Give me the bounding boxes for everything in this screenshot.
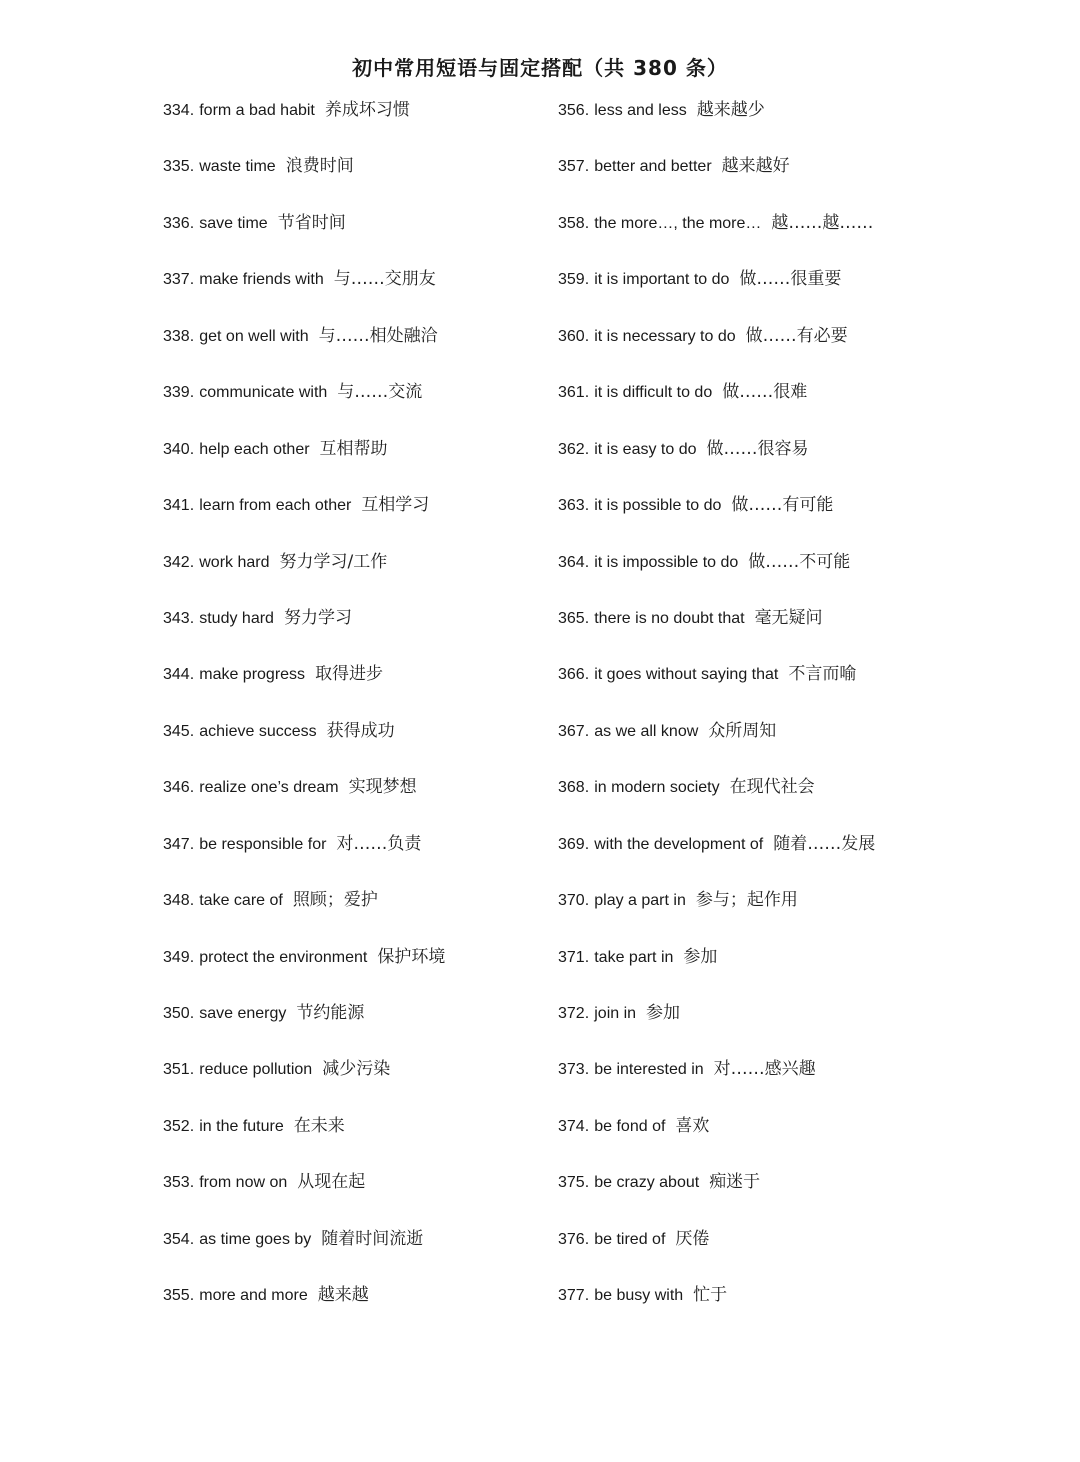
chinese-meaning: 取得进步	[315, 664, 384, 685]
phrase-entry	[163, 660, 553, 716]
entry-number: 340.	[163, 440, 195, 458]
chinese-meaning: 参与；起作用	[695, 890, 798, 911]
entry-number: 337.	[163, 271, 195, 289]
english-phrase: from now on	[199, 1174, 288, 1192]
phrase-entry	[163, 943, 553, 999]
chinese-meaning: 众所周知	[708, 720, 777, 741]
entry-number: 366.	[558, 666, 590, 684]
english-phrase: it is necessary to do	[594, 327, 736, 345]
entry-number: 344.	[163, 666, 195, 684]
chinese-meaning: 做……有必要	[745, 325, 848, 346]
entry-number: 363.	[558, 497, 590, 515]
chinese-meaning: 做……很难	[722, 382, 808, 403]
phrase-entry	[558, 96, 958, 152]
chinese-meaning: 参加	[646, 1003, 681, 1023]
phrase-entry	[558, 435, 958, 491]
english-phrase: be responsible for	[199, 835, 327, 853]
page-title: 初中常用短语与固定搭配（共 380 条）	[352, 56, 728, 81]
english-phrase: be busy with	[594, 1287, 684, 1305]
chinese-meaning: 节省时间	[277, 212, 346, 233]
phrase-entry	[558, 1281, 958, 1337]
phrase-list-right	[558, 96, 958, 1338]
entry-number: 369.	[558, 835, 590, 853]
chinese-meaning: 毫无疑问	[754, 607, 823, 628]
phrase-entry	[163, 435, 553, 491]
phrase-entry	[163, 322, 553, 378]
entry-number: 362.	[558, 440, 590, 458]
entry-number: 335.	[163, 158, 195, 176]
english-phrase: as we all know	[594, 722, 699, 740]
entry-number: 361.	[558, 384, 590, 402]
chinese-meaning: 保护环境	[377, 946, 446, 967]
english-phrase: study hard	[199, 609, 274, 627]
phrase-entry	[558, 209, 958, 265]
english-phrase: as time goes by	[199, 1230, 312, 1248]
phrase-entry	[558, 886, 958, 942]
english-phrase: the more…, the more…	[594, 214, 762, 232]
phrase-entry	[163, 96, 553, 152]
chinese-meaning: 在未来	[293, 1115, 345, 1136]
chinese-meaning: 越……越……	[771, 212, 874, 233]
entry-number: 368.	[558, 779, 590, 797]
phrase-entry	[558, 773, 958, 829]
phrase-entry	[558, 660, 958, 716]
entry-number: 343.	[163, 609, 195, 627]
english-phrase: it is easy to do	[594, 440, 697, 458]
entry-number: 354.	[163, 1230, 195, 1248]
chinese-meaning: 在现代社会	[729, 777, 815, 798]
english-phrase: get on well with	[199, 327, 309, 345]
chinese-meaning: 随着……发展	[773, 833, 876, 854]
entry-number: 347.	[163, 835, 195, 853]
entry-number: 353.	[163, 1174, 195, 1192]
chinese-meaning: 节约能源	[296, 1003, 365, 1023]
chinese-meaning: 随着时间流逝	[321, 1228, 424, 1249]
entry-number: 370.	[558, 892, 590, 910]
phrase-entry	[558, 152, 958, 208]
chinese-meaning: 努力学习	[283, 607, 352, 628]
chinese-meaning: 喜欢	[675, 1115, 710, 1136]
phrase-entry	[163, 717, 553, 773]
english-phrase: save time	[199, 214, 268, 232]
english-phrase: learn from each other	[199, 497, 352, 515]
english-phrase: it is possible to do	[594, 497, 722, 515]
english-phrase: it is impossible to do	[594, 553, 739, 571]
english-phrase: reduce pollution	[199, 1061, 313, 1079]
chinese-meaning: 做……很容易	[706, 438, 809, 459]
phrase-entry	[558, 717, 958, 773]
phrase-entry	[558, 1225, 958, 1281]
phrase-entry	[163, 830, 553, 886]
entry-number: 342.	[163, 553, 195, 571]
chinese-meaning: 越来越好	[721, 156, 790, 177]
phrase-entry	[558, 1055, 958, 1111]
entry-number: 359.	[558, 271, 590, 289]
english-phrase: take care of	[199, 892, 283, 910]
entry-number: 376.	[558, 1230, 590, 1248]
chinese-meaning: 实现梦想	[348, 777, 417, 798]
entry-number: 349.	[163, 948, 195, 966]
phrase-entry	[558, 548, 958, 604]
chinese-meaning: 忙于	[693, 1285, 728, 1306]
chinese-meaning: 对……感兴趣	[713, 1059, 816, 1080]
phrase-entry	[163, 1281, 553, 1337]
phrase-entry	[163, 886, 553, 942]
phrase-entry	[163, 1168, 553, 1224]
english-phrase: in modern society	[594, 779, 720, 797]
english-phrase: protect the environment	[199, 948, 368, 966]
entry-number: 336.	[163, 214, 195, 232]
entry-number: 339.	[163, 384, 195, 402]
english-phrase: better and better	[594, 158, 712, 176]
english-phrase: there is no doubt that	[594, 609, 745, 627]
english-phrase: be interested in	[594, 1061, 704, 1079]
english-phrase: communicate with	[199, 384, 328, 402]
chinese-meaning: 减少污染	[322, 1059, 391, 1080]
chinese-meaning: 从现在起	[297, 1172, 366, 1193]
chinese-meaning: 养成坏习惯	[324, 100, 410, 120]
english-phrase: be tired of	[594, 1230, 666, 1248]
entry-number: 338.	[163, 327, 195, 345]
entry-number: 364.	[558, 553, 590, 571]
entry-number: 373.	[558, 1061, 590, 1079]
english-phrase: be fond of	[594, 1117, 666, 1135]
chinese-meaning: 互相学习	[361, 495, 430, 516]
english-phrase: it is difficult to do	[594, 384, 713, 402]
english-phrase: with the development of	[594, 835, 764, 853]
english-phrase: more and more	[199, 1287, 308, 1305]
entry-number: 372.	[558, 1005, 590, 1022]
english-phrase: form a bad habit	[199, 102, 315, 119]
entry-number: 350.	[163, 1005, 195, 1022]
entry-number: 375.	[558, 1174, 590, 1192]
chinese-meaning: 浪费时间	[285, 156, 354, 177]
phrase-entry	[558, 491, 958, 547]
chinese-meaning: 对……负责	[336, 833, 422, 854]
chinese-meaning: 与……相处融洽	[318, 325, 438, 346]
entry-number: 352.	[163, 1117, 195, 1135]
chinese-meaning: 做……不可能	[748, 551, 851, 572]
chinese-meaning: 照顾；爱护	[292, 890, 378, 911]
entry-number: 365.	[558, 609, 590, 627]
entry-number: 346.	[163, 779, 195, 797]
phrase-list-left	[163, 96, 553, 1338]
entry-number: 358.	[558, 214, 590, 232]
phrase-entry	[163, 548, 553, 604]
english-phrase: play a part in	[594, 892, 686, 910]
phrase-entry	[558, 322, 958, 378]
chinese-meaning: 越来越少	[696, 100, 765, 120]
english-phrase: be crazy about	[594, 1174, 700, 1192]
phrase-entry	[558, 1168, 958, 1224]
phrase-entry	[558, 999, 958, 1055]
phrase-entry	[163, 491, 553, 547]
phrase-entry	[163, 152, 553, 208]
phrase-entry	[163, 999, 553, 1055]
chinese-meaning: 不言而喻	[788, 664, 857, 685]
phrase-entry	[558, 378, 958, 434]
english-phrase: less and less	[594, 102, 687, 119]
chinese-meaning: 获得成功	[326, 720, 395, 741]
entry-number: 357.	[558, 158, 590, 176]
english-phrase: join in	[594, 1005, 637, 1022]
chinese-meaning: 与……交流	[337, 382, 423, 403]
english-phrase: make progress	[199, 666, 306, 684]
phrase-entry	[163, 378, 553, 434]
chinese-meaning: 越来越	[317, 1285, 369, 1306]
english-phrase: waste time	[199, 158, 276, 176]
phrase-entry	[163, 1225, 553, 1281]
entry-number: 374.	[558, 1117, 590, 1135]
entry-number: 367.	[558, 722, 590, 740]
chinese-meaning: 痴迷于	[709, 1172, 761, 1193]
english-phrase: it goes without saying that	[594, 666, 779, 684]
chinese-meaning: 做……有可能	[731, 495, 834, 516]
entry-number: 360.	[558, 327, 590, 345]
english-phrase: work hard	[199, 553, 270, 571]
chinese-meaning: 互相帮助	[319, 438, 388, 459]
phrase-entry	[163, 604, 553, 660]
entry-number: 345.	[163, 722, 195, 740]
english-phrase: save energy	[199, 1005, 287, 1022]
chinese-meaning: 与……交朋友	[333, 269, 436, 290]
entry-number: 355.	[163, 1287, 195, 1305]
entry-number: 348.	[163, 892, 195, 910]
entry-number: 351.	[163, 1061, 195, 1079]
chinese-meaning: 努力学习/工作	[279, 551, 388, 572]
phrase-entry	[163, 209, 553, 265]
english-phrase: it is important to do	[594, 271, 730, 289]
chinese-meaning: 参加	[683, 946, 718, 967]
english-phrase: realize one’s dream	[199, 779, 339, 797]
chinese-meaning: 做……很重要	[739, 269, 842, 290]
phrase-entry	[163, 773, 553, 829]
phrase-entry	[558, 604, 958, 660]
entry-number: 377.	[558, 1287, 590, 1305]
entry-number: 334.	[163, 102, 195, 119]
english-phrase: help each other	[199, 440, 310, 458]
entry-number: 341.	[163, 497, 195, 515]
phrase-entry	[163, 265, 553, 321]
entry-number: 356.	[558, 102, 590, 119]
english-phrase: achieve success	[199, 722, 317, 740]
phrase-entry	[558, 943, 958, 999]
english-phrase: in the future	[199, 1117, 284, 1135]
english-phrase: make friends with	[199, 271, 324, 289]
phrase-entry	[558, 830, 958, 886]
english-phrase: take part in	[594, 948, 674, 966]
phrase-entry	[163, 1055, 553, 1111]
entry-number: 371.	[558, 948, 590, 966]
phrase-entry	[163, 1112, 553, 1168]
phrase-entry	[558, 1112, 958, 1168]
phrase-entry	[558, 265, 958, 321]
chinese-meaning: 厌倦	[675, 1228, 710, 1249]
